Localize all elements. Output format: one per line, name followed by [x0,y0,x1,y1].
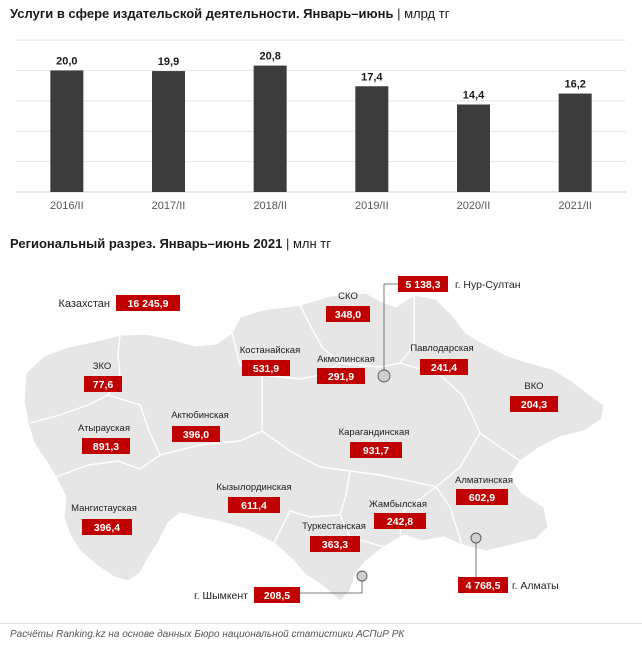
value-almaty-region: 602,9 [468,492,496,504]
map-title [10,236,331,251]
value-akmola: 291,9 [327,371,355,383]
value-karaganda: 931,7 [362,445,390,457]
label-akmola: Акмолинская [317,354,375,365]
label-turkestan: Туркестанская [302,521,366,532]
value-turkestan: 363,3 [321,539,349,551]
marker-almaty [471,533,481,543]
map-unit: млн тг [292,236,331,251]
value-pavlodar: 241,4 [430,362,458,374]
regional-map [0,255,642,625]
bar-chart-unit-sep: | [397,6,405,21]
label-mangystau: Мангистауская [71,503,137,514]
bar-value-label: 20,0 [56,55,78,68]
x-tick-label: 2021/II [558,200,592,212]
bar-chart-unit: млрд тг [404,6,450,21]
label-sko: СКО [338,291,358,302]
label-zhambyl: Жамбылская [369,499,427,510]
bar-value-label: 20,8 [259,50,281,63]
value-mangystau: 396,4 [93,522,121,534]
value-kazakhstan: 16 245,9 [127,298,169,310]
label-almaty-region: Алматинская [455,475,513,486]
bar-2020/II [457,104,490,192]
bar-2016/II [50,70,83,192]
label-aktobe: Актюбинская [171,410,229,421]
value-zko: 77,6 [92,379,114,391]
value-atyrau: 891,3 [92,441,120,453]
label-pavlodar: Павлодарская [410,343,474,354]
value-kyzylorda: 611,4 [241,500,267,512]
value-vko: 204,3 [520,399,548,411]
bar-chart-title [10,6,449,21]
map-title-text: Региональный разрез. Январь–июнь 2021 [10,236,283,251]
x-tick-label: 2020/II [456,200,491,212]
label-kazakhstan: Казахстан [58,298,110,310]
footer-divider [0,623,642,624]
source-footer: Расчёты Ranking.kz на основе данных Бюро национальной статистики АСПиР РК [10,629,405,640]
bar-2021/II [559,94,592,192]
label-vko: ВКО [524,381,544,392]
map-unit-sep: | [285,236,293,251]
bar-value-label: 19,9 [157,56,180,69]
label-shymkent: г. Шымкент [194,590,248,602]
x-tick-label: 2016/II [50,200,84,212]
bar-value-label: 17,4 [361,71,383,84]
x-tick-label: 2019/II [355,200,389,212]
marker-shymkent [357,571,367,581]
label-almaty: г. Алматы [512,580,559,592]
bar-value-label: 16,2 [564,78,586,91]
label-atyrau: Атырауская [78,423,130,434]
value-nur-sultan: 5 138,3 [405,279,441,291]
bar-chart-title-text: Услуги в сфере издательской деятельности. Январь–июнь [10,6,394,21]
marker-nur-sultan [378,370,390,382]
value-shymkent: 208,5 [263,590,291,602]
label-karaganda: Карагандинская [338,427,410,438]
label-kyzylorda: Кызылординская [216,482,292,493]
value-kostanay: 531,9 [252,363,280,375]
label-kostanay: Костанайская [239,345,301,356]
bar-value-label: 14,4 [462,89,485,102]
value-zhambyl: 242,8 [386,516,414,528]
x-tick-label: 2017/II [151,200,186,212]
value-aktobe: 396,0 [182,429,210,441]
bar-2019/II [355,86,388,192]
bar-2018/II [254,66,287,192]
bar-2017/II [152,71,185,192]
label-nur-sultan: г. Нур-Султан [455,279,521,291]
value-almaty: 4 768,5 [465,580,501,592]
x-tick-label: 2018/II [253,200,287,212]
value-sko: 348,0 [334,309,362,321]
label-zko: ЗКО [92,361,112,372]
bar-chart [0,24,642,224]
